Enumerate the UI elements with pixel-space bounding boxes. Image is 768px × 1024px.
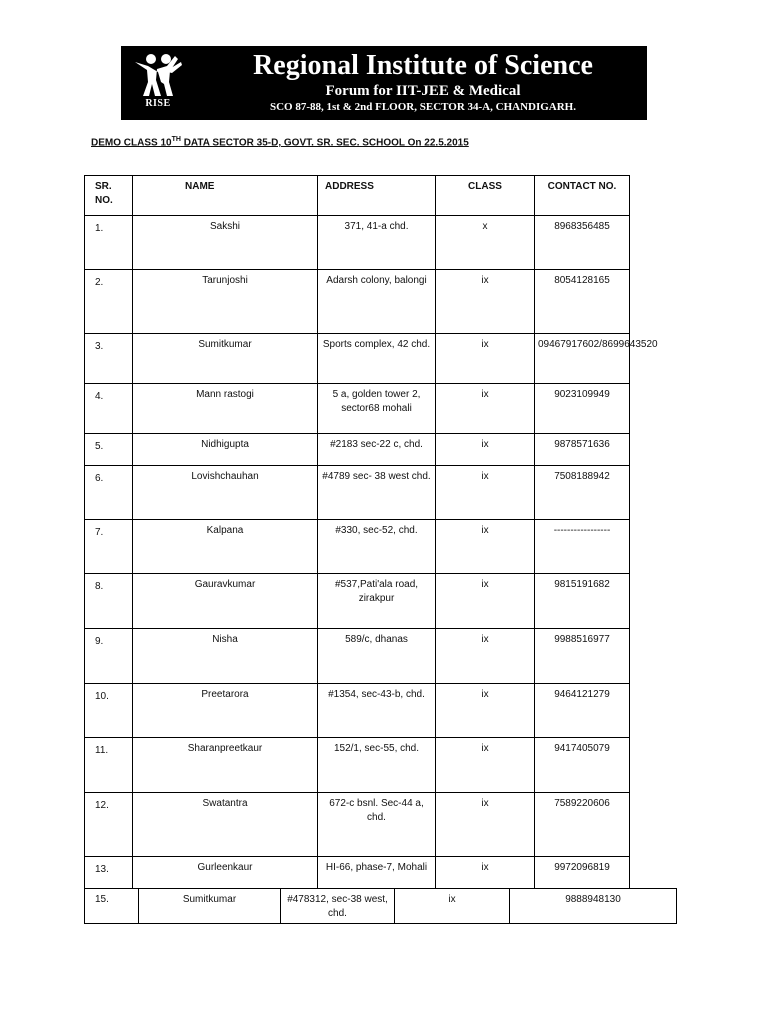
people-icon [133,52,183,98]
address-cell: 371, 41-a chd. [318,216,436,270]
header-address: ADDRESS [318,176,436,216]
class-cell: ix [436,629,535,684]
class-cell: ix [436,270,535,334]
student-table-last [84,888,677,924]
table-row [85,334,630,384]
contact-cell: 9815191682 [535,574,630,629]
contact-cell: 9988516977 [535,629,630,684]
address-cell: Sports complex, 42 chd. [318,334,436,384]
name-cell: Nisha [133,629,318,684]
address-cell: Adarsh colony, balongi [318,270,436,334]
name-cell: Tarunjoshi [133,270,318,334]
class-cell: ix [436,738,535,793]
logo-text: RISE [145,98,171,109]
table-row [85,270,630,334]
contact-cell: 9972096819 [535,857,630,889]
sr-cell: 6. [85,466,133,520]
subtitle-prefix: DEMO CLASS 10 [91,137,172,149]
address-cell: 672-c bsnl. Sec-44 a, chd. [318,793,436,857]
table-row [85,574,630,629]
name-cell: Mann rastogi [133,384,318,434]
address-cell: #2183 sec-22 c, chd. [318,434,436,466]
header-contact: CONTACT NO. [535,176,630,216]
address-cell: #537,Pati'ala road, zirakpur [318,574,436,629]
forum-line: Forum for IIT-JEE & Medical [325,83,521,99]
address-cell: 5 a, golden tower 2, sector68 mohali [318,384,436,434]
name-cell: Sakshi [133,216,318,270]
contact-cell: 7589220606 [535,793,630,857]
class-cell: ix [436,520,535,574]
table-row [85,889,677,924]
contact-cell: 09467917602/8699643520 [535,334,630,384]
name-cell: Kalpana [133,520,318,574]
name-cell: Preetarora [133,684,318,738]
name-cell: Gauravkumar [133,574,318,629]
sr-cell: 13. [85,857,133,889]
sr-cell: 5. [85,434,133,466]
class-cell: ix [436,793,535,857]
institute-address: SCO 87-88, 1st & 2nd FLOOR, SECTOR 34-A, CHANDIGARH. [270,101,576,113]
name-cell: Gurleenkaur [133,857,318,889]
header-sr: SR. NO. [85,176,133,216]
sr-cell: 3. [85,334,133,384]
sr-cell: 2. [85,270,133,334]
table-row [85,684,630,738]
address-cell: HI-66, phase-7, Mohali [318,857,436,889]
class-cell: ix [436,857,535,889]
rise-logo [133,52,183,114]
sr-cell: 12. [85,793,133,857]
contact-cell: 9888948130 [510,889,677,924]
header-banner [121,46,647,120]
class-cell: ix [436,384,535,434]
sr-cell: 8. [85,574,133,629]
name-cell: Nidhigupta [133,434,318,466]
contact-cell: 9878571636 [535,434,630,466]
sr-cell: 11. [85,738,133,793]
table-row [85,738,630,793]
table-row [85,216,630,270]
sr-cell: 10. [85,684,133,738]
address-cell: #478312, sec-38 west, chd. [281,889,395,924]
document-subtitle [91,136,469,148]
sr-cell: 15. [85,889,139,924]
table-row [85,520,630,574]
header-name: NAME [133,176,318,216]
class-cell: ix [436,574,535,629]
contact-cell: 7508188942 [535,466,630,520]
table-header-row [85,176,630,216]
name-cell: Sumitkumar [133,334,318,384]
sr-cell: 7. [85,520,133,574]
subtitle-suffix: DATA SECTOR 35-D, GOVT. SR. SEC. SCHOOL On 22.5.2015 [180,137,469,149]
sr-cell: 4. [85,384,133,434]
name-cell: Swatantra [133,793,318,857]
sr-cell: 1. [85,216,133,270]
table-row [85,857,630,889]
address-cell: #330, sec-52, chd. [318,520,436,574]
table-row [85,434,630,466]
table-row [85,629,630,684]
header-class: CLASS [436,176,535,216]
class-cell: ix [436,466,535,520]
table-row [85,384,630,434]
address-cell: 589/c, dhanas [318,629,436,684]
table-row [85,793,630,857]
table-row [85,466,630,520]
contact-cell: 9023109949 [535,384,630,434]
address-cell: 152/1, sec-55, chd. [318,738,436,793]
institute-name: Regional Institute of Science [253,50,593,81]
class-cell: ix [436,334,535,384]
contact-cell: ----------------- [535,520,630,574]
class-cell: ix [436,434,535,466]
name-cell: Lovishchauhan [133,466,318,520]
address-cell: #4789 sec- 38 west chd. [318,466,436,520]
name-cell: Sumitkumar [139,889,281,924]
contact-cell: 8054128165 [535,270,630,334]
sr-cell: 9. [85,629,133,684]
contact-cell: 9464121279 [535,684,630,738]
contact-cell: 9417405079 [535,738,630,793]
student-table [84,175,658,889]
subtitle-sup: TH [171,136,181,143]
class-cell: ix [395,889,510,924]
name-cell: Sharanpreetkaur [133,738,318,793]
class-cell: ix [436,684,535,738]
contact-cell: 8968356485 [535,216,630,270]
address-cell: #1354, sec-43-b, chd. [318,684,436,738]
class-cell: x [436,216,535,270]
